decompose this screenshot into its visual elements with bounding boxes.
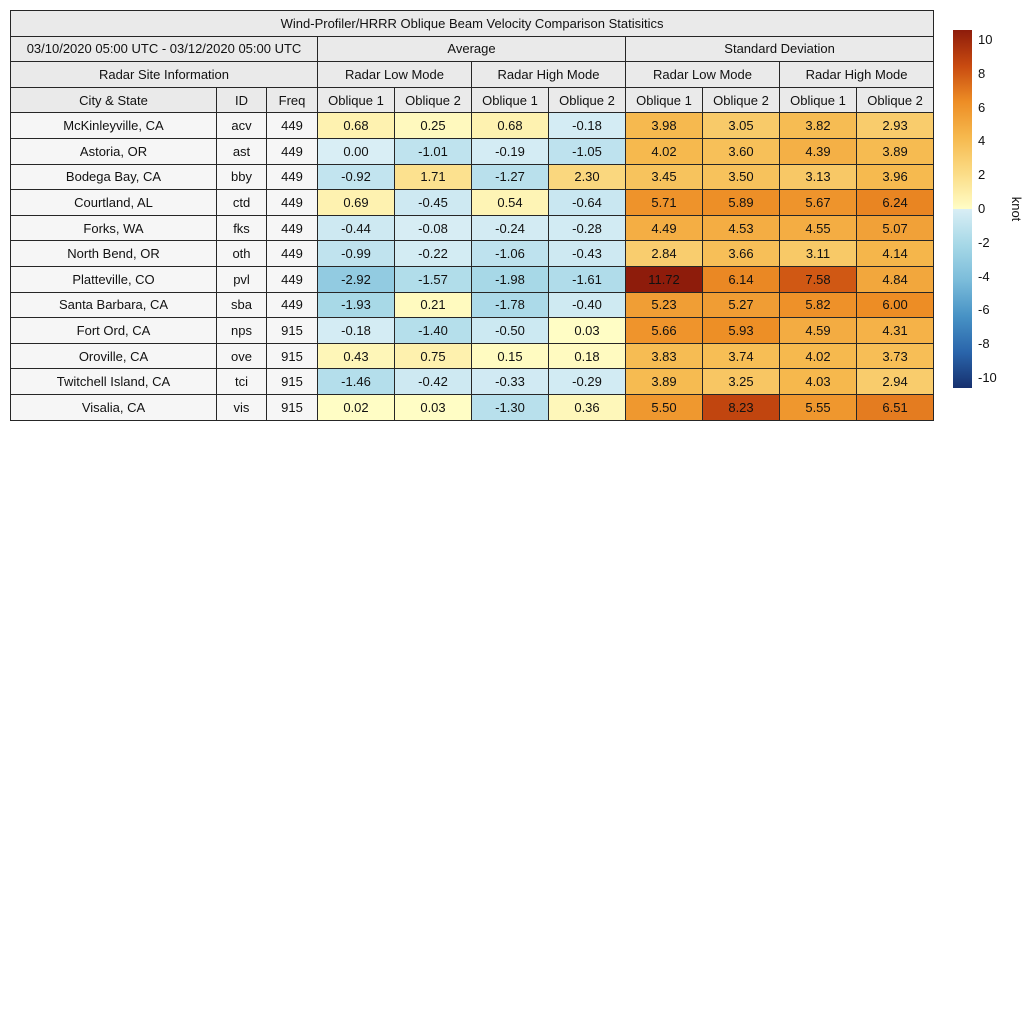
value-cell: 5.71 (626, 190, 703, 216)
value-cell: 1.71 (395, 164, 472, 190)
value-cell: -1.98 (472, 266, 549, 292)
value-cell: -0.33 (472, 369, 549, 395)
radar-site-information: Radar Site Information (11, 62, 318, 88)
value-cell: -0.45 (395, 190, 472, 216)
value-cell: 3.74 (703, 343, 780, 369)
freq-cell: 449 (267, 266, 318, 292)
table-row (11, 113, 934, 139)
value-cell: -1.40 (395, 318, 472, 344)
value-cell: 2.94 (857, 369, 934, 395)
table-row (11, 164, 934, 190)
value-cell: 3.11 (780, 241, 857, 267)
freq-cell: 449 (267, 138, 318, 164)
value-cell: 3.98 (626, 113, 703, 139)
city-cell: Fort Ord, CA (11, 318, 217, 344)
value-cell: -1.01 (395, 138, 472, 164)
value-cell: 2.84 (626, 241, 703, 267)
value-cell: -1.27 (472, 164, 549, 190)
table-row (11, 138, 934, 164)
value-cell: 5.07 (857, 215, 934, 241)
value-cell: 4.53 (703, 215, 780, 241)
value-cell: 0.69 (318, 190, 395, 216)
value-cell: 6.00 (857, 292, 934, 318)
site-id-cell: acv (217, 113, 267, 139)
value-cell: 0.03 (549, 318, 626, 344)
value-cell: -0.29 (549, 369, 626, 395)
col-avg-high-oblique2: Oblique 2 (549, 87, 626, 113)
value-cell: 5.27 (703, 292, 780, 318)
value-cell: -0.22 (395, 241, 472, 267)
value-cell: 0.03 (395, 394, 472, 420)
value-cell: 0.25 (395, 113, 472, 139)
col-std-low-oblique2: Oblique 2 (703, 87, 780, 113)
colorbar-tick-label: -6 (978, 302, 990, 318)
city-cell: Oroville, CA (11, 343, 217, 369)
value-cell: 6.24 (857, 190, 934, 216)
value-cell: -1.30 (472, 394, 549, 420)
colorbar-gradient (953, 30, 972, 388)
value-cell: -1.78 (472, 292, 549, 318)
mode-header-row (11, 62, 934, 88)
value-cell: 8.23 (703, 394, 780, 420)
value-cell: 4.49 (626, 215, 703, 241)
value-cell: -1.05 (549, 138, 626, 164)
date-range: 03/10/2020 05:00 UTC - 03/12/2020 05:00 UTC (11, 36, 318, 62)
value-cell: -0.44 (318, 215, 395, 241)
value-cell: 6.51 (857, 394, 934, 420)
value-cell: -0.64 (549, 190, 626, 216)
city-cell: Platteville, CO (11, 266, 217, 292)
site-id-cell: nps (217, 318, 267, 344)
value-cell: -0.08 (395, 215, 472, 241)
freq-cell: 915 (267, 369, 318, 395)
city-cell: McKinleyville, CA (11, 113, 217, 139)
table-row (11, 343, 934, 369)
value-cell: -0.42 (395, 369, 472, 395)
site-id-cell: tci (217, 369, 267, 395)
value-cell: 4.03 (780, 369, 857, 395)
value-cell: 3.66 (703, 241, 780, 267)
value-cell: -1.61 (549, 266, 626, 292)
value-cell: -1.57 (395, 266, 472, 292)
avg-high-mode-header: Radar High Mode (472, 62, 626, 88)
value-cell: 3.05 (703, 113, 780, 139)
city-cell: Visalia, CA (11, 394, 217, 420)
col-avg-low-oblique1: Oblique 1 (318, 87, 395, 113)
value-cell: 3.25 (703, 369, 780, 395)
freq-cell: 449 (267, 113, 318, 139)
value-cell: 7.58 (780, 266, 857, 292)
value-cell: 3.73 (857, 343, 934, 369)
site-id-cell: fks (217, 215, 267, 241)
colorbar-tick-label: 0 (978, 201, 986, 216)
value-cell: 11.72 (626, 266, 703, 292)
value-cell: 0.00 (318, 138, 395, 164)
freq-cell: 915 (267, 343, 318, 369)
value-cell: 0.68 (472, 113, 549, 139)
colorbar-tick-label: -10 (978, 370, 997, 385)
col-std-high-oblique2: Oblique 2 (857, 87, 934, 113)
value-cell: 5.93 (703, 318, 780, 344)
city-cell: Santa Barbara, CA (11, 292, 217, 318)
value-cell: 0.21 (395, 292, 472, 318)
group-header-row (11, 36, 934, 62)
col-id: ID (217, 87, 267, 113)
value-cell: -1.06 (472, 241, 549, 267)
colorbar-tick-label: 4 (978, 133, 986, 149)
value-cell: -1.93 (318, 292, 395, 318)
site-id-cell: vis (217, 394, 267, 420)
value-cell: -0.50 (472, 318, 549, 344)
value-cell: 4.84 (857, 266, 934, 292)
value-cell: -0.24 (472, 215, 549, 241)
site-id-cell: oth (217, 241, 267, 267)
value-cell: 4.59 (780, 318, 857, 344)
city-cell: Courtland, AL (11, 190, 217, 216)
value-cell: 2.93 (857, 113, 934, 139)
value-cell: -2.92 (318, 266, 395, 292)
value-cell: 3.82 (780, 113, 857, 139)
freq-cell: 449 (267, 164, 318, 190)
city-cell: Astoria, OR (11, 138, 217, 164)
colorbar-tick-label: -4 (978, 268, 990, 284)
table-row (11, 318, 934, 344)
table-row (11, 266, 934, 292)
table-row (11, 369, 934, 395)
freq-cell: 449 (267, 215, 318, 241)
site-id-cell: sba (217, 292, 267, 318)
value-cell: 0.36 (549, 394, 626, 420)
value-cell: 3.50 (703, 164, 780, 190)
value-cell: 3.96 (857, 164, 934, 190)
value-cell: 3.13 (780, 164, 857, 190)
site-id-cell: ove (217, 343, 267, 369)
value-cell: 0.02 (318, 394, 395, 420)
table-row (11, 190, 934, 216)
value-cell: -0.43 (549, 241, 626, 267)
colorbar-tick-label: 2 (978, 167, 986, 183)
title-row (11, 11, 934, 37)
col-std-low-oblique1: Oblique 1 (626, 87, 703, 113)
freq-cell: 449 (267, 292, 318, 318)
city-cell: Twitchell Island, CA (11, 369, 217, 395)
site-id-cell: ctd (217, 190, 267, 216)
value-cell: 0.18 (549, 343, 626, 369)
value-cell: -0.18 (318, 318, 395, 344)
value-cell: 0.43 (318, 343, 395, 369)
value-cell: 4.02 (626, 138, 703, 164)
value-cell: 3.89 (626, 369, 703, 395)
freq-cell: 915 (267, 394, 318, 420)
value-cell: -0.28 (549, 215, 626, 241)
col-freq: Freq (267, 87, 318, 113)
value-cell: 4.14 (857, 241, 934, 267)
value-cell: 4.02 (780, 343, 857, 369)
value-cell: 0.54 (472, 190, 549, 216)
value-cell: 5.66 (626, 318, 703, 344)
value-cell: 4.55 (780, 215, 857, 241)
group-average: Average (318, 36, 626, 62)
figure-title: Wind-Profiler/HRRR Oblique Beam Velocity Comparison Statisitics (11, 11, 934, 37)
colorbar-tick-label: 10 (978, 32, 993, 47)
value-cell: 6.14 (703, 266, 780, 292)
city-cell: Forks, WA (11, 215, 217, 241)
value-cell: -0.19 (472, 138, 549, 164)
colorbar-tick-label: -2 (978, 234, 990, 250)
freq-cell: 449 (267, 241, 318, 267)
value-cell: 5.23 (626, 292, 703, 318)
col-avg-high-oblique1: Oblique 1 (472, 87, 549, 113)
value-cell: 3.45 (626, 164, 703, 190)
value-cell: 5.50 (626, 394, 703, 420)
value-cell: 0.68 (318, 113, 395, 139)
col-std-high-oblique1: Oblique 1 (780, 87, 857, 113)
freq-cell: 449 (267, 190, 318, 216)
stats-table (10, 10, 934, 421)
value-cell: 5.82 (780, 292, 857, 318)
colorbar (953, 30, 1024, 388)
value-cell: -0.40 (549, 292, 626, 318)
value-cell: 0.75 (395, 343, 472, 369)
avg-low-mode-header: Radar Low Mode (318, 62, 472, 88)
group-standard-deviation: Standard Deviation (626, 36, 934, 62)
value-cell: -0.99 (318, 241, 395, 267)
site-id-cell: bby (217, 164, 267, 190)
table-row (11, 394, 934, 420)
city-cell: Bodega Bay, CA (11, 164, 217, 190)
colorbar-tick-label: -8 (978, 336, 990, 352)
colorbar-tick-label: 8 (978, 65, 986, 81)
site-id-cell: ast (217, 138, 267, 164)
value-cell: 5.55 (780, 394, 857, 420)
value-cell: 2.30 (549, 164, 626, 190)
freq-cell: 915 (267, 318, 318, 344)
std-low-mode-header: Radar Low Mode (626, 62, 780, 88)
value-cell: -0.92 (318, 164, 395, 190)
value-cell: 3.83 (626, 343, 703, 369)
value-cell: -0.18 (549, 113, 626, 139)
colorbar-tick-label: 6 (978, 99, 986, 115)
std-high-mode-header: Radar High Mode (780, 62, 934, 88)
value-cell: 5.89 (703, 190, 780, 216)
value-cell: 5.67 (780, 190, 857, 216)
city-cell: North Bend, OR (11, 241, 217, 267)
col-avg-low-oblique2: Oblique 2 (395, 87, 472, 113)
table-row (11, 241, 934, 267)
colorbar-unit-label: knot (1009, 196, 1024, 222)
value-cell: 0.15 (472, 343, 549, 369)
site-id-cell: pvl (217, 266, 267, 292)
value-cell: 4.39 (780, 138, 857, 164)
table-row (11, 292, 934, 318)
value-cell: 3.60 (703, 138, 780, 164)
col-city-state: City & State (11, 87, 217, 113)
column-header-row (11, 87, 934, 113)
value-cell: -1.46 (318, 369, 395, 395)
table-row (11, 215, 934, 241)
value-cell: 4.31 (857, 318, 934, 344)
value-cell: 3.89 (857, 138, 934, 164)
